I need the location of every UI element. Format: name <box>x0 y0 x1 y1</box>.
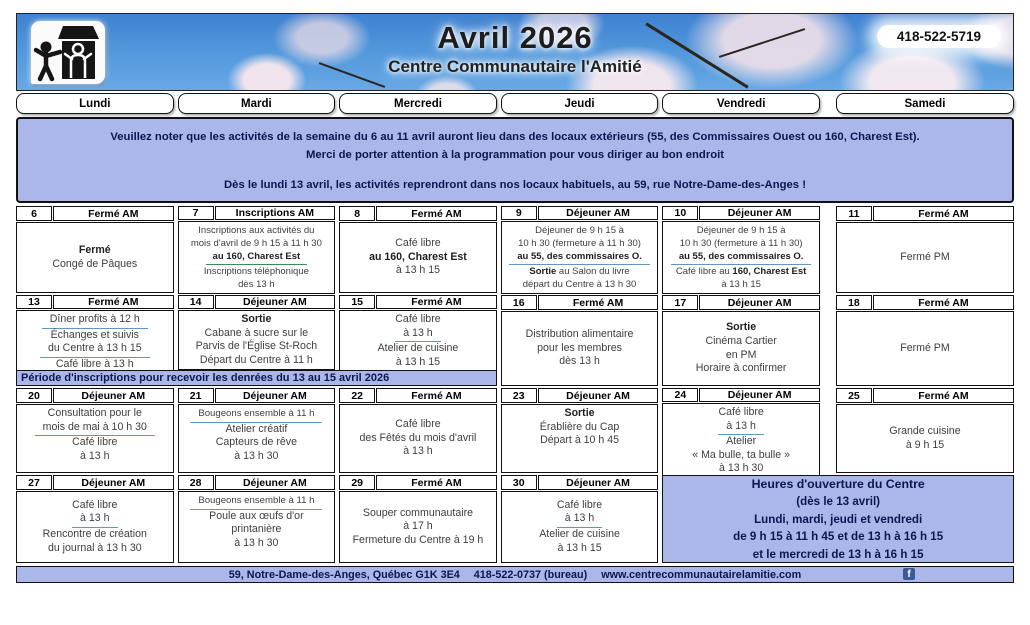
day-events <box>339 222 497 293</box>
day-number: 20 <box>16 388 52 403</box>
event-text: Cabane à sucre sur le <box>204 326 309 339</box>
day-number: 22 <box>339 388 375 403</box>
day-cell-head <box>662 206 820 220</box>
day-events <box>178 310 336 370</box>
day-number: 23 <box>501 388 537 403</box>
day-header-vendredi: Vendredi <box>662 93 820 114</box>
day-period-label: Fermé AM <box>873 295 1014 310</box>
event-line <box>180 494 334 510</box>
event-line <box>664 435 818 449</box>
event-line <box>180 450 334 464</box>
footer-phone: 418-522-0737 (bureau) <box>473 568 588 581</box>
notice-line-2: Merci de porter attention à la programmation pour vous diriger au bon endroit <box>305 148 725 161</box>
event-line <box>664 237 818 250</box>
event-line <box>341 445 495 459</box>
event-text: 160, Charest Est <box>732 266 807 277</box>
event-line <box>503 407 657 421</box>
day-cell-24 <box>662 388 820 473</box>
event-line <box>503 237 657 250</box>
day-events <box>501 311 659 386</box>
event-line <box>18 436 172 450</box>
event-text: Sortie <box>241 313 272 325</box>
day-cell-28 <box>178 475 336 563</box>
event-text: Capteurs de rêve <box>215 436 297 449</box>
event-text: à 13 h <box>395 327 440 343</box>
event-text: des Fêtés du mois d'avril <box>359 431 477 444</box>
event-line <box>18 258 172 272</box>
event-line <box>838 342 1012 356</box>
day-events <box>16 310 174 374</box>
event-text: à 13 h <box>403 445 433 458</box>
event-text: Bougeons ensemble à 11 h <box>190 494 322 510</box>
day-cell-16 <box>501 295 659 386</box>
event-line <box>664 321 818 335</box>
event-line <box>664 250 818 265</box>
day-events <box>178 221 336 294</box>
notice-box <box>16 117 1014 203</box>
event-line <box>18 329 172 343</box>
event-text: Café libre à 13 h <box>55 357 134 370</box>
day-number: 10 <box>662 206 698 220</box>
event-text: à 13 h 15 <box>395 355 441 368</box>
event-text: Horaire à confirmer <box>695 362 787 375</box>
event-text: Atelier créatif <box>225 422 288 435</box>
event-line <box>341 507 495 521</box>
footer-website: www.centrecommunautairelamitie.com <box>601 568 802 581</box>
inscription-period-banner: Période d'inscriptions pour recevoir les denrées du 13 au 15 avril 2026 <box>16 370 497 386</box>
day-cell-head <box>836 295 1014 310</box>
day-period-label: Déjeuner AM <box>53 475 174 490</box>
event-line <box>664 224 818 237</box>
day-cell-head <box>339 206 497 221</box>
event-text: Atelier <box>726 435 757 448</box>
day-number: 13 <box>16 295 52 309</box>
event-line <box>18 499 172 513</box>
event-line <box>503 542 657 556</box>
calendar-grid <box>16 206 1014 563</box>
event-line <box>18 421 172 437</box>
event-line <box>838 439 1012 453</box>
event-text: à 13 h <box>72 512 117 528</box>
event-line <box>180 510 334 524</box>
event-line <box>18 244 172 258</box>
day-cell-9 <box>501 206 659 293</box>
day-cell-14 <box>178 295 336 368</box>
day-events <box>836 222 1014 293</box>
event-line <box>503 528 657 542</box>
day-cell-17 <box>662 295 820 386</box>
day-period-label: Déjeuner AM <box>215 475 336 490</box>
event-line <box>664 420 818 436</box>
event-text: Fermé PM <box>900 341 950 354</box>
event-text: au 55, des commissaires O. <box>509 250 650 265</box>
event-text: Sortie <box>564 407 595 419</box>
event-text: Fermé PM <box>900 250 950 263</box>
day-cell-head <box>501 388 659 403</box>
event-text: Café libre <box>556 498 603 511</box>
event-text: Déjeuner de 9 h 15 à <box>535 225 624 236</box>
day-period-label: Déjeuner AM <box>538 475 659 490</box>
event-line <box>341 520 495 534</box>
event-text: Café libre <box>72 498 118 511</box>
day-period-label: Fermé AM <box>376 388 497 403</box>
event-text: Rencontre de création <box>42 528 147 540</box>
day-period-label: Fermé AM <box>873 388 1014 403</box>
event-line <box>664 335 818 349</box>
event-line <box>503 250 657 265</box>
event-line <box>664 265 818 278</box>
event-text: à 13 h 30 <box>234 536 279 549</box>
event-text: à 13 h <box>557 512 602 528</box>
event-text: Souper communautaire <box>362 506 474 519</box>
event-text: dès 13 h <box>559 355 600 368</box>
event-line <box>503 342 657 356</box>
day-number: 27 <box>16 475 52 490</box>
event-text: à 13 h 15 <box>721 279 761 290</box>
event-line <box>18 528 172 542</box>
day-number: 25 <box>836 388 872 403</box>
event-text: Distribution alimentaire <box>525 328 634 341</box>
event-text: à 13 h 30 <box>234 449 279 462</box>
day-number: 24 <box>662 388 698 402</box>
day-events <box>836 311 1014 386</box>
day-number: 9 <box>501 206 537 220</box>
event-line <box>664 462 818 476</box>
event-line <box>180 327 334 341</box>
event-text: Érablière du Cap <box>539 420 620 433</box>
day-number: 30 <box>501 475 537 490</box>
day-period-label: Fermé AM <box>376 295 497 309</box>
day-header-jeudi: Jeudi <box>501 93 659 114</box>
event-text: Inscriptions téléphonique <box>203 266 309 277</box>
facebook-icon: f <box>903 568 915 580</box>
day-period-label: Fermé AM <box>376 475 497 490</box>
event-text: Café libre au <box>675 266 733 277</box>
event-line <box>838 251 1012 265</box>
event-text: Atelier de cuisine <box>377 342 459 355</box>
day-events <box>501 221 659 294</box>
event-text: du journal à 13 h 30 <box>47 541 142 554</box>
event-text: Fermé <box>78 243 111 256</box>
event-text: mois d'avril de 9 h 15 à 11 h 30 <box>190 238 322 249</box>
event-text: Café libre <box>395 418 441 431</box>
event-line <box>503 434 657 448</box>
day-cell-21 <box>178 388 336 473</box>
event-text: à 13 h 15 <box>395 264 441 277</box>
day-events <box>16 404 174 473</box>
event-line <box>180 354 334 368</box>
day-cell-8 <box>339 206 497 293</box>
event-line <box>18 542 172 556</box>
event-text: Atelier de cuisine <box>539 528 620 540</box>
event-text: Congé de Pâques <box>52 257 138 270</box>
day-period-label: Déjeuner AM <box>538 388 659 403</box>
event-line <box>341 327 495 343</box>
day-cell-head <box>339 475 497 490</box>
event-line <box>180 436 334 450</box>
day-cell-27 <box>16 475 174 563</box>
day-cell-head <box>501 295 659 310</box>
opening-hours-line: Lundi, mardi, jeudi et vendredi <box>754 512 923 526</box>
day-events <box>16 491 174 563</box>
event-text: Bougeons ensemble à 11 h <box>190 407 322 423</box>
organization-name: Centre Communautaire l'Amitié <box>388 57 642 76</box>
event-line <box>180 407 334 423</box>
event-text: Consultation pour le <box>47 407 142 419</box>
event-line <box>18 450 172 464</box>
day-cell-head <box>16 475 174 490</box>
day-period-label: Déjeuner AM <box>699 206 820 220</box>
day-cell-6 <box>16 206 174 293</box>
event-line <box>664 349 818 363</box>
day-header-samedi: Samedi <box>836 93 1014 114</box>
day-cell-head <box>339 388 497 403</box>
day-cell-7 <box>178 206 336 293</box>
day-cell-head <box>662 388 820 402</box>
day-number: 16 <box>501 295 537 310</box>
event-line <box>341 251 495 265</box>
event-line <box>180 423 334 437</box>
event-text: à 13 h 30 <box>719 462 764 475</box>
day-events <box>501 491 659 563</box>
event-line <box>18 313 172 329</box>
event-text: départ du Centre à 13 h 30 <box>522 279 637 290</box>
day-cell-22 <box>339 388 497 473</box>
event-line <box>503 278 657 291</box>
day-cell-30 <box>501 475 659 563</box>
event-text: Fermeture du Centre à 19 h <box>352 533 484 546</box>
day-header-lundi: Lundi <box>16 93 174 114</box>
event-text: 10 h 30 (fermeture à 11 h 30) <box>679 238 803 249</box>
event-text: dès 13 h <box>238 279 275 290</box>
event-text: Café libre <box>72 436 118 449</box>
day-cell-head <box>16 295 174 309</box>
event-line <box>18 407 172 421</box>
day-cell-18 <box>836 295 1014 386</box>
opening-hours-line: (dès le 13 avril) <box>796 495 881 509</box>
day-number: 14 <box>178 295 214 309</box>
event-text: Café libre <box>395 313 441 325</box>
event-text: Café libre <box>395 237 441 250</box>
day-events <box>662 221 820 294</box>
event-text: à 17 h <box>403 520 433 533</box>
day-period-label: Déjeuner AM <box>215 388 336 403</box>
event-line <box>503 224 657 237</box>
event-line <box>341 237 495 251</box>
event-line <box>18 342 172 358</box>
weekday-header-row <box>16 93 1014 114</box>
day-number: 21 <box>178 388 214 403</box>
phone-badge: 418-522-5719 <box>877 25 1001 48</box>
day-cell-25 <box>836 388 1014 473</box>
event-line <box>664 406 818 420</box>
page-title: Avril 2026 <box>437 20 593 55</box>
event-text: Départ à 10 h 45 <box>540 434 619 447</box>
event-text: Sortie <box>726 321 757 334</box>
day-cell-15 <box>339 295 497 368</box>
event-text: Parvis de l'Église St-Roch <box>195 340 318 353</box>
event-line <box>180 278 334 291</box>
event-line <box>180 237 334 250</box>
day-cell-head <box>178 475 336 490</box>
event-text: au Salon du livre <box>556 266 630 277</box>
day-cell-head <box>178 295 336 309</box>
event-text: au 55, des commissaires O. <box>671 250 812 265</box>
event-text: au 160, Charest Est <box>206 250 308 265</box>
day-period-label: Fermé AM <box>53 206 174 221</box>
day-period-label: Fermé AM <box>873 206 1014 221</box>
day-period-label: Déjeuner AM <box>699 388 820 402</box>
day-cell-10 <box>662 206 820 293</box>
event-line <box>18 512 172 528</box>
event-text: Grande cuisine <box>889 424 961 437</box>
day-number: 11 <box>836 206 872 221</box>
day-cell-head <box>836 388 1014 403</box>
day-cell-29 <box>339 475 497 563</box>
notice-line-3: Dès le lundi 13 avril, les activités reprendront dans nos locaux habituels, au 59, rue Notre-Dame-des-Anges ! <box>224 179 806 191</box>
day-cell-head <box>178 206 336 220</box>
day-events <box>339 404 497 473</box>
opening-hours-box <box>662 475 1014 563</box>
event-text: Poule aux œufs d'or <box>209 509 304 522</box>
event-line <box>503 328 657 342</box>
day-period-label: Déjeuner AM <box>538 206 659 220</box>
day-number: 17 <box>662 295 698 310</box>
day-cell-head <box>339 295 497 309</box>
event-line <box>664 362 818 376</box>
event-line <box>180 250 334 265</box>
event-text: du Centre à 13 h 15 <box>40 342 150 358</box>
day-number: 18 <box>836 295 872 310</box>
event-text: pour les membres <box>537 341 622 354</box>
day-cell-11 <box>836 206 1014 293</box>
day-events <box>339 491 497 563</box>
day-events <box>178 491 336 563</box>
event-line <box>664 278 818 291</box>
day-cell-head <box>836 206 1014 221</box>
event-line <box>503 355 657 369</box>
event-text: « Ma bulle, ta bulle » <box>692 448 790 461</box>
event-line <box>180 523 334 537</box>
event-text: à 9 h 15 <box>905 438 945 451</box>
event-line <box>180 340 334 354</box>
day-events <box>501 404 659 473</box>
day-header-mardi: Mardi <box>178 93 336 114</box>
event-line <box>341 432 495 446</box>
event-text: Déjeuner de 9 h 15 à <box>696 225 786 236</box>
event-text: Dîner profits à 12 h <box>42 313 148 329</box>
event-line <box>341 264 495 278</box>
day-period-label: Déjeuner AM <box>215 295 336 309</box>
day-cell-23 <box>501 388 659 473</box>
footer-bar <box>16 566 1014 583</box>
day-period-label: Fermé AM <box>376 206 497 221</box>
event-text: au 160, Charest Est <box>369 250 467 263</box>
opening-hours-line: de 9 h 15 à 11 h 45 et de 13 h à 16 h 15 <box>733 530 944 544</box>
event-text: à 13 h 15 <box>557 541 602 554</box>
event-line <box>503 512 657 528</box>
day-events <box>662 311 820 386</box>
event-line <box>180 313 334 327</box>
day-period-label: Fermé AM <box>538 295 659 310</box>
event-text: printanière <box>231 523 282 536</box>
event-line <box>180 265 334 278</box>
day-cell-head <box>16 206 174 221</box>
event-text: en PM <box>725 348 757 361</box>
event-line <box>341 342 495 356</box>
event-line <box>341 418 495 432</box>
day-cell-13 <box>16 295 174 368</box>
event-line <box>664 449 818 463</box>
day-events <box>339 310 497 372</box>
day-cell-head <box>178 388 336 403</box>
event-text: Cinéma Cartier <box>705 334 777 347</box>
day-period-label: Déjeuner AM <box>53 388 174 403</box>
event-line <box>180 537 334 551</box>
event-text: Échanges et suivis <box>50 328 139 341</box>
event-line <box>341 356 495 370</box>
event-line <box>503 265 657 278</box>
event-line <box>341 313 495 327</box>
day-number: 7 <box>178 206 214 220</box>
day-events <box>836 404 1014 473</box>
event-text: 10 h 30 (fermeture à 11 h 30) <box>518 238 641 249</box>
day-cell-head <box>501 206 659 220</box>
day-number: 15 <box>339 295 375 309</box>
day-period-label: Inscriptions AM <box>215 206 336 220</box>
event-text: Inscriptions aux activités du <box>198 225 315 236</box>
day-events <box>662 403 820 479</box>
day-cell-head <box>501 475 659 490</box>
opening-hours-line: et le mercredi de 13 h à 16 h 15 <box>752 547 924 561</box>
event-text: Départ du Centre à 11 h <box>199 353 313 366</box>
day-cell-head <box>662 295 820 310</box>
day-events <box>178 404 336 473</box>
day-period-label: Déjeuner AM <box>699 295 820 310</box>
day-cell-20 <box>16 388 174 473</box>
day-number: 8 <box>339 206 375 221</box>
event-text: à 13 h <box>718 420 763 436</box>
day-header-mercredi: Mercredi <box>339 93 497 114</box>
footer-address: 59, Notre-Dame-des-Anges, Québec G1K 3E4 <box>228 568 460 581</box>
opening-hours-line: Heures d'ouverture du Centre <box>751 477 925 491</box>
day-number: 28 <box>178 475 214 490</box>
day-cell-head <box>16 388 174 403</box>
notice-line-1: Veuillez noter que les activités de la semaine du 6 au 11 avril auront lieu dans des locaux extérieurs (55, des Commissaires Ouest ou 160, Charest Est). <box>110 131 920 143</box>
day-number: 6 <box>16 206 52 221</box>
event-line <box>503 421 657 435</box>
event-text: Sortie <box>529 266 557 277</box>
hero-header <box>16 13 1014 91</box>
event-line <box>341 534 495 548</box>
event-line <box>838 425 1012 439</box>
day-period-label: Fermé AM <box>53 295 174 309</box>
day-events <box>16 222 174 293</box>
event-text: mois de mai à 10 h 30 <box>35 421 155 437</box>
event-line <box>503 499 657 513</box>
day-number: 29 <box>339 475 375 490</box>
event-line <box>180 224 334 237</box>
event-text: Café libre <box>718 406 764 418</box>
event-text: à 13 h <box>80 449 110 462</box>
